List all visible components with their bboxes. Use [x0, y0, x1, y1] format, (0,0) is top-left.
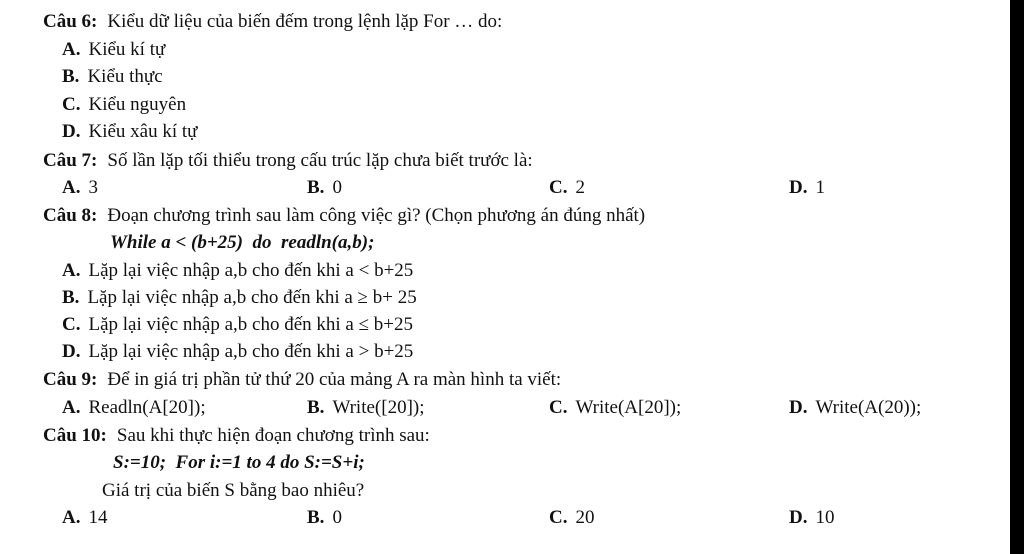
question-text: Đoạn chương trình sau làm công việc gì? (Chọn phương án đúng nhất)	[107, 205, 646, 226]
option-text: Lặp lại việc nhập a,b cho đến khi a > b+25	[88, 341, 414, 362]
option-text: 10	[815, 507, 835, 528]
question-7	[43, 147, 533, 174]
option-text: Lặp lại việc nhập a,b cho đến khi a < b+25	[88, 260, 414, 281]
option-text: Kiểu thực	[87, 66, 163, 87]
option-letter: B.	[62, 287, 80, 308]
q9-option-c	[549, 394, 681, 421]
option-letter: D.	[789, 397, 808, 418]
question-9	[43, 366, 561, 393]
q9-options-row	[0, 394, 1010, 421]
q8-option-d	[62, 338, 413, 365]
code-snippet: While a < (b+25) do readln(a,b);	[110, 232, 375, 253]
q10-option-c	[549, 504, 594, 531]
option-letter: C.	[62, 94, 81, 115]
option-text: Write([20]);	[332, 397, 425, 418]
option-letter: C.	[62, 314, 81, 335]
option-text: Kiểu nguyên	[88, 94, 187, 115]
option-text: 0	[332, 507, 342, 528]
q6-option-c	[62, 91, 186, 118]
q9-option-d	[789, 394, 921, 421]
option-letter: A.	[62, 397, 81, 418]
question-text: Để in giá trị phần tử thứ 20 của mảng A ra màn hình ta viết:	[107, 369, 562, 390]
q10-options-row	[0, 504, 1010, 531]
option-letter: C.	[549, 397, 568, 418]
option-letter: D.	[62, 121, 81, 142]
q10-option-d	[789, 504, 834, 531]
option-text: Write(A[20]);	[575, 397, 682, 418]
option-letter: C.	[549, 177, 568, 198]
question-text: Kiểu dữ liệu của biến đếm trong lệnh lặp For … do:	[107, 11, 503, 32]
question-number: Câu 7:	[43, 150, 98, 171]
q7-options-row	[0, 174, 1010, 201]
question-number: Câu 8:	[43, 205, 98, 226]
q9-option-a	[62, 394, 206, 421]
q8-option-a	[62, 257, 413, 284]
option-text: Kiểu kí tự	[88, 39, 166, 60]
q7-option-d	[789, 174, 825, 201]
option-text: Readln(A[20]);	[88, 397, 206, 418]
option-text: Write(A(20));	[815, 397, 922, 418]
option-letter: A.	[62, 39, 81, 60]
q6-option-b	[62, 63, 163, 90]
question-text: Số lần lặp tối thiểu trong cấu trúc lặp chưa biết trước là:	[107, 150, 533, 171]
option-text: 0	[332, 177, 342, 198]
option-text: Lặp lại việc nhập a,b cho đến khi a ≤ b+25	[88, 314, 413, 335]
option-letter: A.	[62, 177, 81, 198]
code-snippet: S:=10; For i:=1 to 4 do S:=S+i;	[113, 452, 365, 473]
option-letter: A.	[62, 260, 81, 281]
option-letter: D.	[789, 177, 808, 198]
option-letter: B.	[307, 397, 325, 418]
option-text: Kiểu xâu kí tự	[88, 121, 198, 142]
q7-option-a	[62, 174, 98, 201]
option-text: 14	[88, 507, 108, 528]
question-number: Câu 9:	[43, 369, 98, 390]
option-letter: B.	[307, 507, 325, 528]
q6-option-d	[62, 118, 197, 145]
q8-option-c	[62, 311, 413, 338]
option-letter: B.	[307, 177, 325, 198]
q6-option-a	[62, 36, 165, 63]
question-10	[43, 422, 430, 449]
question-text: Sau khi thực hiện đoạn chương trình sau:	[116, 425, 430, 446]
question-number: Câu 6:	[43, 11, 98, 32]
option-letter: B.	[62, 66, 80, 87]
question-8	[43, 202, 645, 229]
q7-option-c	[549, 174, 585, 201]
option-text: Lặp lại việc nhập a,b cho đến khi a ≥ b+ 25	[87, 287, 417, 308]
q7-option-b	[307, 174, 342, 201]
option-text: 20	[575, 507, 595, 528]
q10-option-b	[307, 504, 342, 531]
q9-option-b	[307, 394, 425, 421]
option-letter: D.	[62, 341, 81, 362]
option-letter: C.	[549, 507, 568, 528]
option-text: 2	[575, 177, 585, 198]
option-text: 3	[88, 177, 98, 198]
option-letter: A.	[62, 507, 81, 528]
option-text: 1	[815, 177, 825, 198]
right-border	[1010, 0, 1024, 554]
q10-option-a	[62, 504, 107, 531]
question-number: Câu 10:	[43, 425, 107, 446]
q8-option-b	[62, 284, 417, 311]
question-6	[43, 8, 502, 35]
option-letter: D.	[789, 507, 808, 528]
question-subtext: Giá trị của biến S bằng bao nhiêu?	[102, 480, 365, 501]
